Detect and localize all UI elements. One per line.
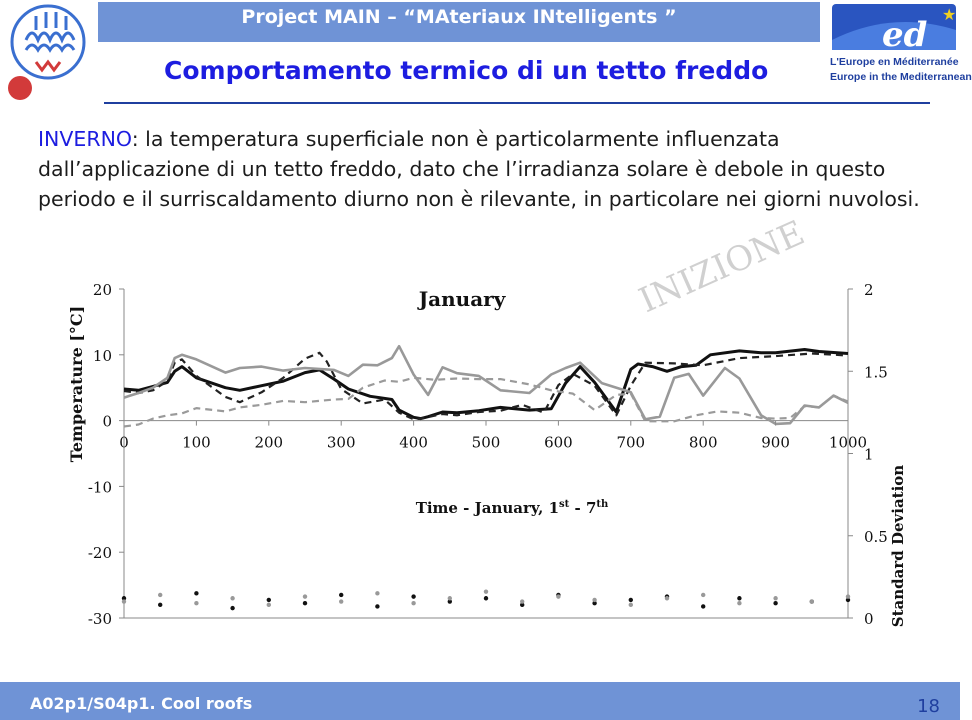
temperature-chart bbox=[62, 264, 922, 644]
med-logo-line1: L'Europe en Méditerranée bbox=[830, 56, 959, 68]
y-tick-label: 0 bbox=[102, 412, 112, 431]
y-axis-label: Temperature [°C] bbox=[67, 305, 86, 463]
watermark-graphic bbox=[600, 212, 850, 322]
series-dotted-gray-point bbox=[737, 601, 741, 605]
y2-tick-label: 0 bbox=[864, 610, 874, 628]
series-dotted-gray-point bbox=[592, 598, 596, 602]
y2-tick-label: 1 bbox=[864, 445, 874, 464]
y2-tick-label: 2 bbox=[864, 281, 874, 299]
x-tick-label: 200 bbox=[254, 433, 284, 452]
series-dotted-black-point bbox=[375, 604, 379, 608]
slide-title: Comportamento termico di un tetto freddo bbox=[164, 56, 769, 85]
title-divider bbox=[104, 102, 930, 104]
series-dotted-gray-point bbox=[194, 601, 198, 605]
watermark-text: INIZIONE bbox=[633, 212, 811, 322]
series-dotted-gray-point bbox=[665, 596, 669, 600]
y-tick-label: 20 bbox=[92, 281, 112, 299]
footer-label: A02p1/S04p1. Cool roofs bbox=[30, 694, 253, 713]
x-tick-label: 500 bbox=[471, 433, 501, 452]
series-dotted-gray-point bbox=[773, 596, 777, 600]
series-dotted-black-point bbox=[773, 601, 777, 605]
series-dotted-gray-point bbox=[520, 599, 524, 603]
series-dotted-gray-point bbox=[810, 599, 814, 603]
series-dotted-black-point bbox=[267, 598, 271, 602]
series-dotted-black-point bbox=[629, 598, 633, 602]
series-dotted-gray-point bbox=[701, 593, 705, 597]
y2-axis-label: Standard Deviation bbox=[889, 464, 907, 628]
med-brand-text: ed bbox=[882, 15, 928, 55]
series-dashed-gray-line bbox=[124, 378, 848, 427]
series-dotted-black-point bbox=[701, 604, 705, 608]
x-tick-label: 900 bbox=[761, 433, 790, 452]
series-solid-gray-line bbox=[124, 346, 848, 424]
x-tick-label: 100 bbox=[182, 433, 211, 452]
y2-tick-label: 0.5 bbox=[864, 527, 888, 546]
series-dotted-gray-point bbox=[303, 594, 307, 598]
series-dotted-black-point bbox=[484, 596, 488, 600]
y-tick-label: 10 bbox=[92, 346, 112, 365]
series-dotted-black-point bbox=[303, 601, 307, 605]
x-axis-label-sup1: st bbox=[559, 499, 570, 510]
series-dotted-gray-point bbox=[484, 589, 488, 593]
x-axis-label bbox=[416, 499, 609, 517]
x-tick-label: 800 bbox=[688, 433, 718, 452]
med-main-logo-graphic bbox=[0, 0, 100, 100]
series-dotted-gray-point bbox=[158, 593, 162, 597]
page-number: 18 bbox=[917, 696, 940, 717]
series-dotted-gray-point bbox=[846, 594, 850, 598]
med-logo-line2: Europe in the Mediterranean bbox=[830, 71, 972, 83]
body-text: : la temperatura superficiale non è particolarmente influenzata dall’applicazione di un tetto freddo, dato che l’irradianza solare è debole in questo periodo e il surriscaldamento diurno non è rilevante, in particolare nei giorni nuvolosi. bbox=[38, 127, 920, 211]
y-tick-label: -30 bbox=[87, 610, 112, 628]
series-dotted-black-point bbox=[230, 606, 234, 610]
y-tick-label: -20 bbox=[87, 544, 112, 563]
y2-tick-label: 1.5 bbox=[864, 363, 888, 382]
series-solid-black-line bbox=[124, 350, 848, 419]
series-dotted-black-point bbox=[194, 591, 198, 595]
x-tick-label: 700 bbox=[616, 433, 646, 452]
series-dotted-gray-point bbox=[230, 596, 234, 600]
series-dotted-gray-point bbox=[411, 601, 415, 605]
x-tick-label: 300 bbox=[326, 433, 356, 452]
series-dotted-black-point bbox=[339, 593, 343, 597]
series-dotted-gray-point bbox=[267, 603, 271, 607]
x-tick-label: 1000 bbox=[828, 433, 868, 452]
chart-title: January bbox=[418, 287, 506, 311]
series-dotted-black-point bbox=[737, 596, 741, 600]
season-keyword: INVERNO bbox=[38, 127, 132, 151]
chart-axes bbox=[124, 289, 848, 618]
chart-tick-layer bbox=[88, 281, 888, 628]
svg-text:★: ★ bbox=[942, 5, 957, 24]
series-dotted-gray-point bbox=[629, 603, 633, 607]
x-tick-label: 0 bbox=[119, 433, 129, 452]
series-dotted-gray-point bbox=[556, 594, 560, 598]
series-dotted-gray-point bbox=[122, 599, 126, 603]
project-title: Project MAIN – “MAteriaux INtelligents ” bbox=[241, 6, 677, 28]
x-axis-label-pre: Time - January, 1 bbox=[415, 499, 560, 517]
series-dotted-gray-point bbox=[339, 599, 343, 603]
chart-series-layer bbox=[122, 346, 850, 610]
x-axis-label-sup2: th bbox=[596, 499, 609, 510]
series-dotted-black-point bbox=[411, 594, 415, 598]
watermark bbox=[600, 212, 850, 322]
x-tick-label: 600 bbox=[544, 433, 573, 452]
chart-svg bbox=[62, 264, 922, 644]
x-axis-label-mid: - 7 bbox=[569, 499, 597, 517]
med-main-logo bbox=[0, 0, 100, 100]
series-dotted-gray-point bbox=[448, 596, 452, 600]
body-paragraph bbox=[38, 124, 938, 214]
x-tick-label: 400 bbox=[399, 433, 428, 452]
series-dotted-gray-point bbox=[375, 591, 379, 595]
series-dotted-black-point bbox=[158, 603, 162, 607]
y-tick-label: -10 bbox=[87, 478, 112, 497]
